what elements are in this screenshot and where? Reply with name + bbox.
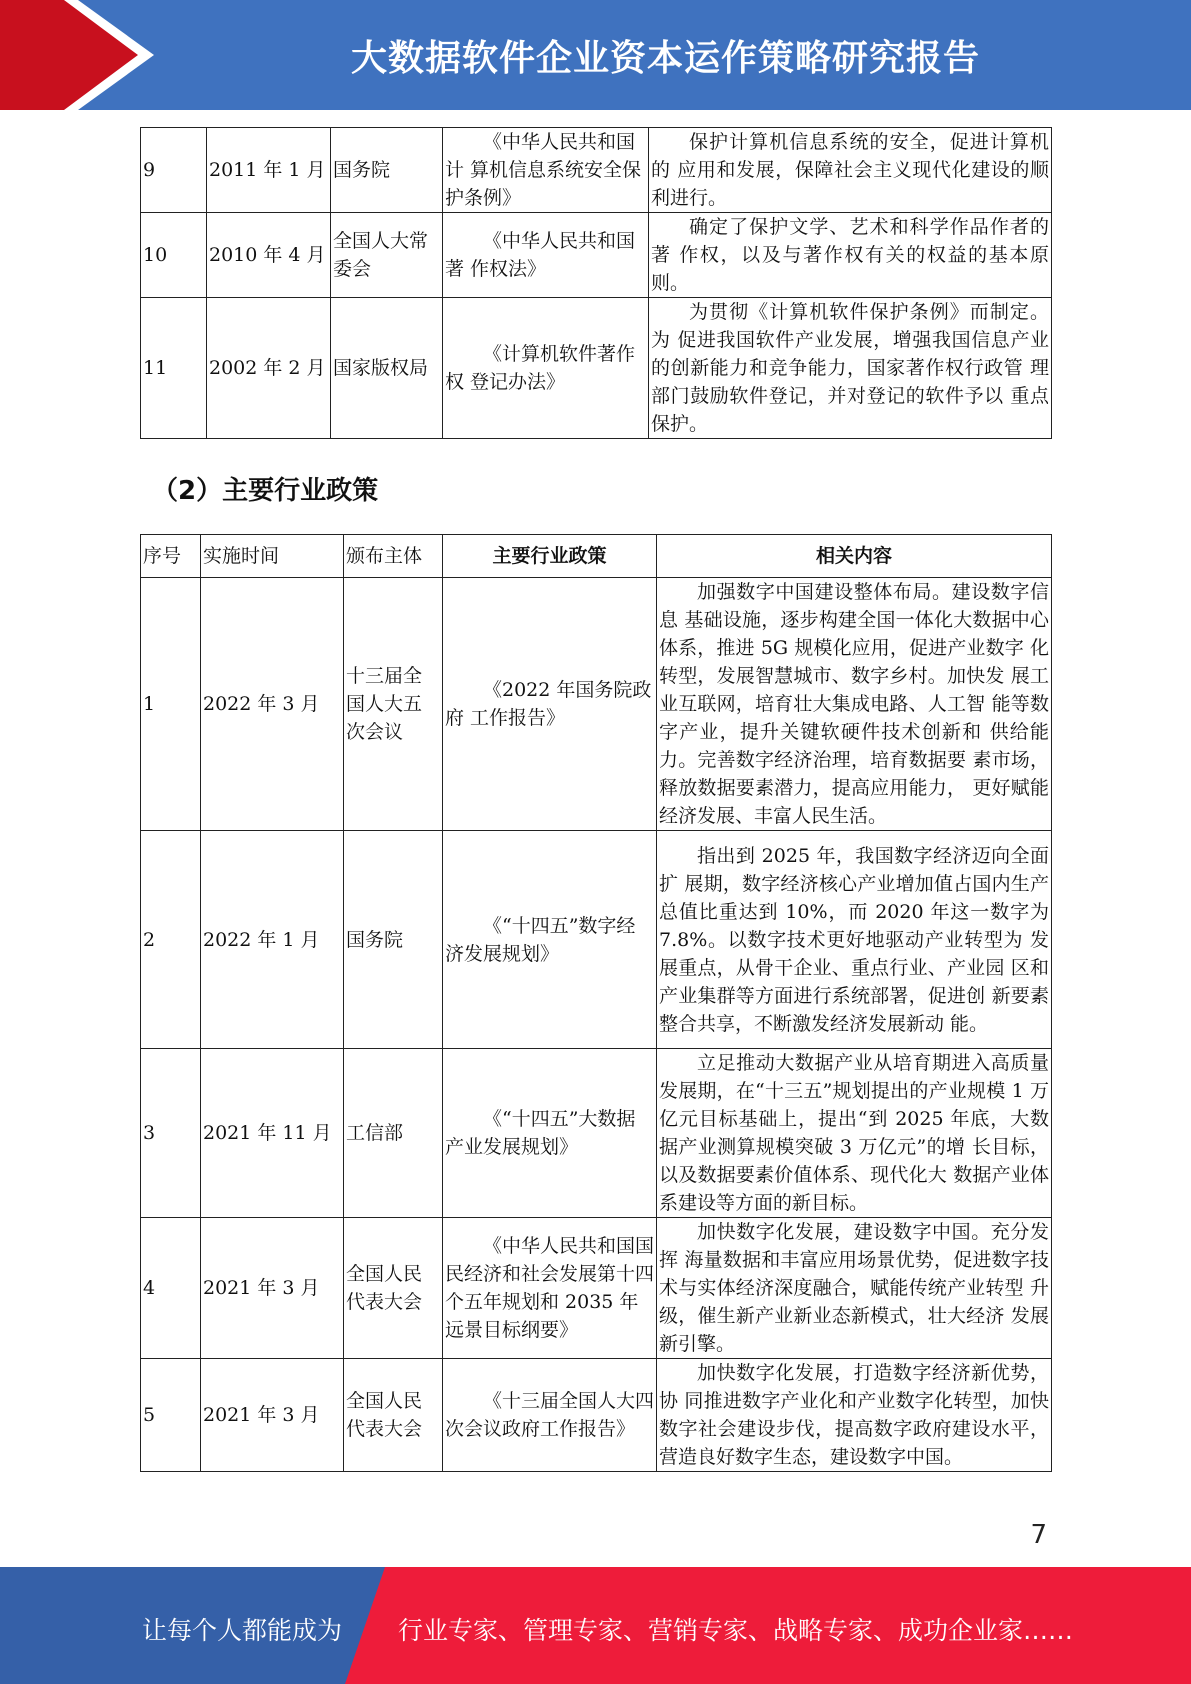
table-row (141, 213, 1052, 298)
page-number: 7 (1030, 1520, 1047, 1550)
row-number: 4 (141, 1218, 201, 1359)
row-issuer: 十三届全国人大五次会议 (344, 578, 443, 831)
table-row (141, 578, 1052, 831)
row-number: 3 (141, 1049, 201, 1218)
table-header-row (141, 535, 1052, 578)
row-content: 确定了保护文学、艺术和科学作品作者的著 作权，以及与著作权有关的权益的基本原则。 (649, 213, 1052, 298)
row-policy: 《中华人民共和国著 作权法》 (443, 213, 649, 298)
row-content: 指出到 2025 年，我国数字经济迈向全面扩 展期，数字经济核心产业增加值占国内生产 总值比重达到 10%，而 2020 年这一数字为 7.8%。以数字技术更好地驱动产业转型为 发展重点，从骨干企业、重点行业、产业园 区和产业集群等方面进行系统部署，促进创 新要素整合共享，不断激发经济发展新动 能。 (657, 831, 1052, 1049)
section-heading: （2）主要行业政策 (152, 476, 379, 506)
row-content: 保护计算机信息系统的安全，促进计算机的 应用和发展，保障社会主义现代化建设的顺 利进行。 (649, 128, 1052, 213)
header-issuer: 颁布主体 (344, 535, 443, 578)
row-date: 2021 年 3 月 (201, 1218, 344, 1359)
table-row (141, 1218, 1052, 1359)
row-policy: 《2022 年国务院政府 工作报告》 (443, 578, 657, 831)
row-number: 9 (141, 128, 207, 213)
row-issuer: 国务院 (344, 831, 443, 1049)
row-number: 10 (141, 213, 207, 298)
table-row (141, 128, 1052, 213)
row-issuer: 国务院 (331, 128, 443, 213)
row-content: 加强数字中国建设整体布局。建设数字信息 基础设施，逐步构建全国一体化大数据中心 体系，推进 5G 规模化应用，促进产业数字 化转型，发展智慧城市、数字乡村。加快发 展工业互联网，培育壮大集成电路、人工智 能等数字产业，提升关键软硬件技术创新和 供给能力。完善数字经济治理，培育数据要 素市场，释放数据要素潜力，提高应用能力， 更好赋能经济发展、丰富人民生活。 (657, 578, 1052, 831)
row-policy: 《十三届全国人大四 次会议政府工作报告》 (443, 1359, 657, 1472)
laws-table (140, 127, 1052, 439)
row-policy: 《中华人民共和国国 民经济和社会发展第十四个五年规划和 2035 年远景目标纲要》 (443, 1218, 657, 1359)
table-row (141, 831, 1052, 1049)
row-date: 2022 年 3 月 (201, 578, 344, 831)
row-issuer: 全国人民代表大会 (344, 1218, 443, 1359)
row-policy: 《“十四五”数字经 济发展规划》 (443, 831, 657, 1049)
row-policy: 《中华人民共和国计 算机信息系统安全保 护条例》 (443, 128, 649, 213)
footer-slogan-left: 让每个人都能成为 (142, 1616, 343, 1645)
page-footer (0, 1567, 1191, 1684)
row-date: 2021 年 11 月 (201, 1049, 344, 1218)
header-policy: 主要行业政策 (443, 535, 657, 578)
row-issuer: 全国人民代表大会 (344, 1359, 443, 1472)
row-content: 加快数字化发展，建设数字中国。充分发挥 海量数据和丰富应用场景优势，促进数字技 术与实体经济深度融合，赋能传统产业转型 升级，催生新产业新业态新模式，壮大经济 发展新引擎。 (657, 1218, 1052, 1359)
row-content: 立足推动大数据产业从培育期进入高质量 发展期，在“十三五”规划提出的产业规模 1 万亿元目标基础上，提出“到 2025 年底，大数据产业测算规模突破 3 万亿元”的增 长目标，以及数据要素价值体系、现代化大 数据产业体系建设等方面的新目标。 (657, 1049, 1052, 1218)
row-policy: 《“十四五”大数据 产业发展规划》 (443, 1049, 657, 1218)
header-date: 实施时间 (201, 535, 344, 578)
footer-slogan-right: 行业专家、管理专家、营销专家、战略专家、成功企业家…… (398, 1616, 1074, 1645)
header-content: 相关内容 (657, 535, 1052, 578)
report-title: 大数据软件企业资本运作策略研究报告 (350, 38, 980, 79)
industry-policy-table (140, 534, 1052, 1472)
row-number: 1 (141, 578, 201, 831)
row-date: 2022 年 1 月 (201, 831, 344, 1049)
row-number: 11 (141, 298, 207, 439)
page-header (0, 0, 1191, 110)
row-policy: 《计算机软件著作权 登记办法》 (443, 298, 649, 439)
header-number: 序号 (141, 535, 201, 578)
header-red-block (0, 0, 140, 110)
row-issuer: 工信部 (344, 1049, 443, 1218)
row-content: 为贯彻《计算机软件保护条例》而制定。为 促进我国软件产业发展，增强我国信息产业 的创新能力和竞争能力，国家著作权行政管 理部门鼓励软件登记，并对登记的软件予以 重点保护。 (649, 298, 1052, 439)
row-number: 2 (141, 831, 201, 1049)
row-date: 2011 年 1 月 (207, 128, 331, 213)
row-issuer: 全国人大常委会 (331, 213, 443, 298)
row-issuer: 国家版权局 (331, 298, 443, 439)
row-content: 加快数字化发展，打造数字经济新优势，协 同推进数字产业化和产业数字化转型，加快 数字社会建设步伐，提高数字政府建设水平，营造良好数字生态，建设数字中国。 (657, 1359, 1052, 1472)
table-row (141, 1049, 1052, 1218)
row-number: 5 (141, 1359, 201, 1472)
row-date: 2010 年 4 月 (207, 213, 331, 298)
row-date: 2021 年 3 月 (201, 1359, 344, 1472)
table-row (141, 298, 1052, 439)
table-row (141, 1359, 1052, 1472)
row-date: 2002 年 2 月 (207, 298, 331, 439)
